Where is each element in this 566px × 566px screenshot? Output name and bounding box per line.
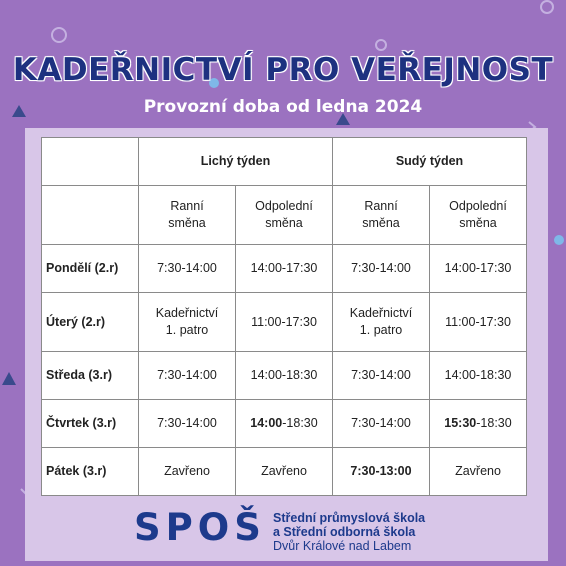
time-cell: 14:00-17:30 xyxy=(236,245,333,293)
shift-header: Ranní směna xyxy=(333,186,430,245)
schedule-table xyxy=(41,137,527,496)
deco-ring xyxy=(52,28,66,42)
time-cell: Kadeřnictví 1. patro xyxy=(139,293,236,352)
time-cell: 11:00-17:30 xyxy=(236,293,333,352)
school-name xyxy=(273,511,425,553)
week-header-row xyxy=(42,138,527,186)
deco-ring xyxy=(376,40,386,50)
time-cell: 7:30-14:00 xyxy=(333,400,430,448)
time-cell: Zavřeno xyxy=(430,448,527,496)
time-cell: Kadeřnictví 1. patro xyxy=(333,293,430,352)
time-cell: 14:00-18:30 xyxy=(236,352,333,400)
day-label: Pondělí (2.r) xyxy=(42,245,139,293)
table-row xyxy=(42,245,527,293)
time-cell: 7:30-14:00 xyxy=(139,245,236,293)
school-name-line2: a Střední odborná škola xyxy=(273,525,416,539)
table-row xyxy=(42,293,527,352)
time-cell: Zavřeno xyxy=(236,448,333,496)
time-cell: 7:30-13:00 xyxy=(333,448,430,496)
shift-header: Odpolední směna xyxy=(430,186,527,245)
time-cell: 14:00-18:30 xyxy=(430,352,527,400)
day-label: Úterý (2.r) xyxy=(42,293,139,352)
week-odd-header: Lichý týden xyxy=(139,138,333,186)
school-logo: SPOŠ xyxy=(134,506,266,549)
table-row xyxy=(42,400,527,448)
time-cell: 7:30-14:00 xyxy=(139,352,236,400)
shift-header-row xyxy=(42,186,527,245)
deco-dot xyxy=(554,235,564,245)
time-cell: 15:30-18:30 xyxy=(430,400,527,448)
table-row xyxy=(42,448,527,496)
shift-header: Ranní směna xyxy=(139,186,236,245)
day-label: Středa (3.r) xyxy=(42,352,139,400)
page-subtitle: Provozní doba od ledna 2024 xyxy=(143,97,423,117)
day-label: Čtvrtek (3.r) xyxy=(42,400,139,448)
time-cell: 14:00-18:30 xyxy=(236,400,333,448)
empty-corner-cell xyxy=(42,138,139,186)
week-even-header: Sudý týden xyxy=(333,138,527,186)
shift-header: Odpolední směna xyxy=(236,186,333,245)
deco-ring xyxy=(541,1,553,13)
time-cell: 11:00-17:30 xyxy=(430,293,527,352)
school-location: Dvůr Králové nad Labem xyxy=(273,539,412,553)
time-cell: 14:00-17:30 xyxy=(430,245,527,293)
school-name-line1: Střední průmyslová škola xyxy=(273,511,426,525)
day-label: Pátek (3.r) xyxy=(42,448,139,496)
time-cell: 7:30-14:00 xyxy=(333,352,430,400)
page-title: KADEŘNICTVÍ PRO VEŘEJNOST xyxy=(12,52,554,88)
deco-triangle xyxy=(2,372,16,385)
time-cell: 7:30-14:00 xyxy=(333,245,430,293)
time-cell: 7:30-14:00 xyxy=(139,400,236,448)
empty-corner-cell xyxy=(42,186,139,245)
table-row xyxy=(42,352,527,400)
time-cell: Zavřeno xyxy=(139,448,236,496)
